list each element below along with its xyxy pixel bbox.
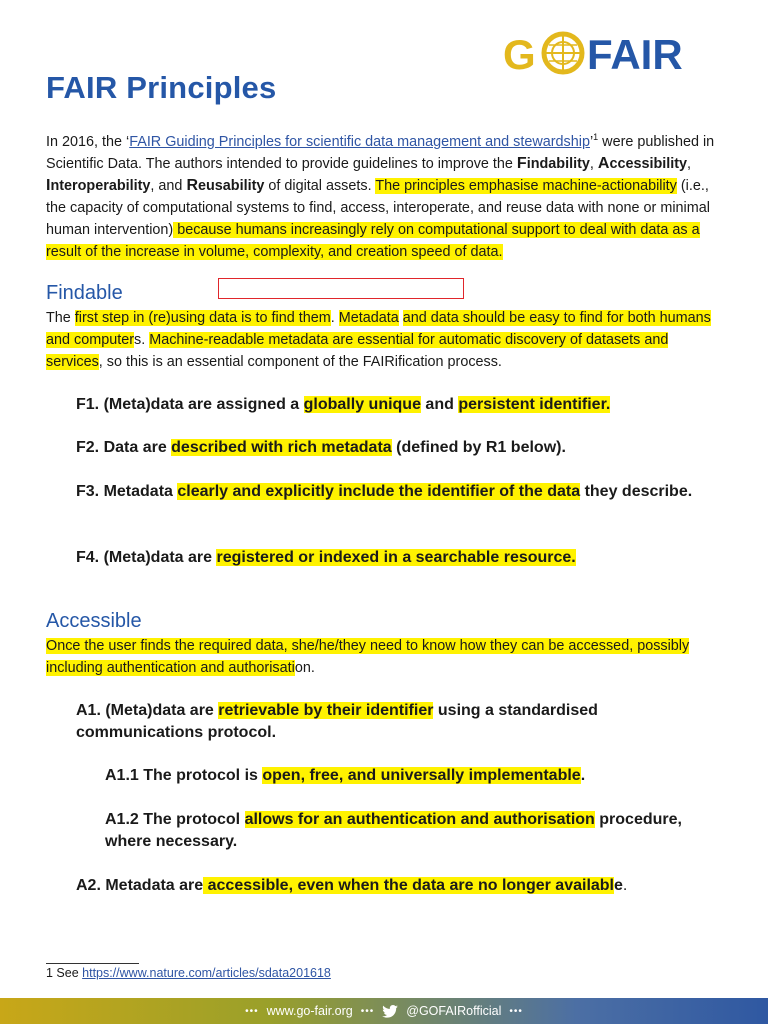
footer-handle[interactable]: @GOFAIRofficial bbox=[406, 1004, 502, 1018]
footer-website[interactable]: www.go-fair.org bbox=[266, 1004, 353, 1018]
intro-paragraph bbox=[46, 126, 722, 263]
a2-text-c: . bbox=[622, 877, 628, 894]
f3-text-a: F3. Metadata bbox=[76, 483, 178, 500]
a12-text-a: A1.2 The protocol bbox=[105, 811, 245, 828]
intro-highlight-2: because humans increasingly rely on computational support to deal with data as a result of the increase in volume, complexity, and creation speed of data. bbox=[46, 221, 700, 260]
f3-text-b: they describe. bbox=[580, 483, 693, 500]
heading-findable: Findable bbox=[46, 282, 123, 304]
word-nteroperability: nteroperability bbox=[50, 177, 151, 194]
accessible-text-1: on. bbox=[294, 660, 315, 676]
a12-highlight-1: allows for an authentication and authorisation bbox=[244, 811, 595, 828]
findable-text-1: The bbox=[46, 310, 75, 326]
f4-highlight-1: registered or indexed in a searchable resource. bbox=[216, 549, 576, 566]
f3-highlight-1: clearly and explicitly include the identifier of the data bbox=[177, 483, 581, 500]
a12-text-b: procedure, where necessary. bbox=[105, 811, 682, 850]
principle-f4 bbox=[76, 547, 726, 569]
logo-letter-g: G bbox=[503, 31, 536, 76]
principle-f3 bbox=[76, 481, 726, 503]
a1-highlight-1: retrievable by their identifier bbox=[218, 702, 434, 719]
f1-highlight-1: globally unique bbox=[303, 396, 421, 413]
letter-r: R bbox=[186, 176, 198, 194]
logo-word-fair: FAIR bbox=[587, 31, 683, 76]
footnote-link[interactable]: https://www.nature.com/articles/sdata201618 bbox=[82, 966, 331, 980]
accessible-paragraph bbox=[46, 635, 722, 679]
findable-highlight-4: Machine-readable metadata are essential for automatic discovery of datasets and services bbox=[46, 332, 669, 370]
a1-text-a: A1. (Meta)data are bbox=[76, 702, 219, 719]
twitter-bird-icon bbox=[382, 1005, 398, 1018]
a11-highlight-1: open, free, and universally implementable bbox=[262, 767, 581, 784]
footer-dots-3: ••• bbox=[509, 1005, 523, 1017]
footnote bbox=[46, 964, 331, 982]
letter-f: F bbox=[516, 154, 527, 172]
word-ccessibility: ccessibility bbox=[609, 155, 688, 172]
intro-highlight-1: The principles emphasise machine-actionability bbox=[375, 177, 677, 194]
intro-text-1: In 2016, the ‘ bbox=[46, 133, 130, 150]
principle-f2 bbox=[76, 437, 726, 459]
f1-text-a: F1. (Meta)data are assigned a bbox=[76, 396, 304, 413]
intro-text-2: ’ bbox=[589, 133, 594, 150]
a11-text-a: A1.1 The protocol is bbox=[105, 767, 263, 784]
f1-text-b: and bbox=[420, 396, 459, 413]
a11-text-b: . bbox=[580, 767, 586, 784]
findable-text-4: s. bbox=[134, 332, 150, 348]
footer-content bbox=[0, 998, 768, 1024]
word-eusability: eusability bbox=[198, 177, 265, 194]
principle-f1 bbox=[76, 394, 726, 416]
a1-text-b: using a standardised communications protocol. bbox=[76, 702, 598, 741]
annotation-box bbox=[218, 278, 464, 299]
findable-text-5: , so this is an essential component of the FAIRification process. bbox=[98, 354, 502, 370]
principle-a2 bbox=[76, 875, 726, 897]
findable-highlight-1: first step in (re)using data is to find them bbox=[74, 310, 331, 326]
findable-highlight-3: and data should be easy to find for both humans and computer bbox=[46, 310, 711, 348]
accessible-highlight-1: Once the user finds the required data, she/he/they need to know how they can be accessed, possibly including authentication and authorisati bbox=[46, 638, 690, 676]
principle-a1-1 bbox=[105, 765, 725, 787]
footnote-prefix: 1 See bbox=[46, 966, 83, 980]
principle-a1 bbox=[76, 700, 726, 744]
f1-highlight-2: persistent identifier. bbox=[458, 396, 611, 413]
letter-i: I bbox=[46, 176, 51, 194]
intro-text-3: were published in Scientific Data. The authors intended to provide guidelines to improve the bbox=[46, 133, 715, 172]
f2-highlight-1: described with rich metadata bbox=[171, 439, 392, 456]
heading-accessible: Accessible bbox=[46, 610, 142, 632]
a2-highlight-1: accessible, even when the data are no longer availabl bbox=[203, 877, 614, 894]
footer-dots-1: ••• bbox=[245, 1005, 259, 1017]
comma-3: , and bbox=[150, 177, 187, 194]
principle-a1-2 bbox=[105, 809, 725, 853]
f4-text-a: F4. (Meta)data are bbox=[76, 549, 217, 566]
findable-text-2: . bbox=[330, 310, 339, 326]
findable-highlight-2: Metadata bbox=[338, 310, 399, 326]
comma-1: , bbox=[589, 155, 598, 172]
a2-text-a: A2. Metadata are bbox=[76, 877, 204, 894]
intro-text-5: (i.e., the capacity of computational systems to find, access, interoperate, and reuse data with none or minimal human intervention) bbox=[46, 177, 710, 238]
comma-2: , bbox=[687, 155, 692, 172]
intro-text-4: of digital assets. bbox=[264, 177, 376, 194]
f2-text-b: (defined by R1 below). bbox=[391, 439, 566, 456]
a2-text-b: e bbox=[614, 877, 623, 894]
letter-a: A bbox=[597, 154, 610, 172]
footer-dots-2: ••• bbox=[360, 1005, 375, 1017]
findable-paragraph bbox=[46, 307, 722, 373]
page-title: FAIR Principles bbox=[46, 70, 277, 105]
globe-icon bbox=[544, 34, 582, 72]
word-indability: indability bbox=[526, 155, 590, 172]
gofair-logo bbox=[503, 30, 703, 76]
fair-guiding-principles-link[interactable]: FAIR Guiding Principles for scientific data management and stewardship bbox=[129, 133, 590, 150]
f2-text-a: F2. Data are bbox=[76, 439, 172, 456]
footnote-ref: 1 bbox=[593, 132, 599, 142]
gofair-logo-graphic bbox=[503, 30, 703, 76]
footer-bar bbox=[0, 998, 768, 1024]
